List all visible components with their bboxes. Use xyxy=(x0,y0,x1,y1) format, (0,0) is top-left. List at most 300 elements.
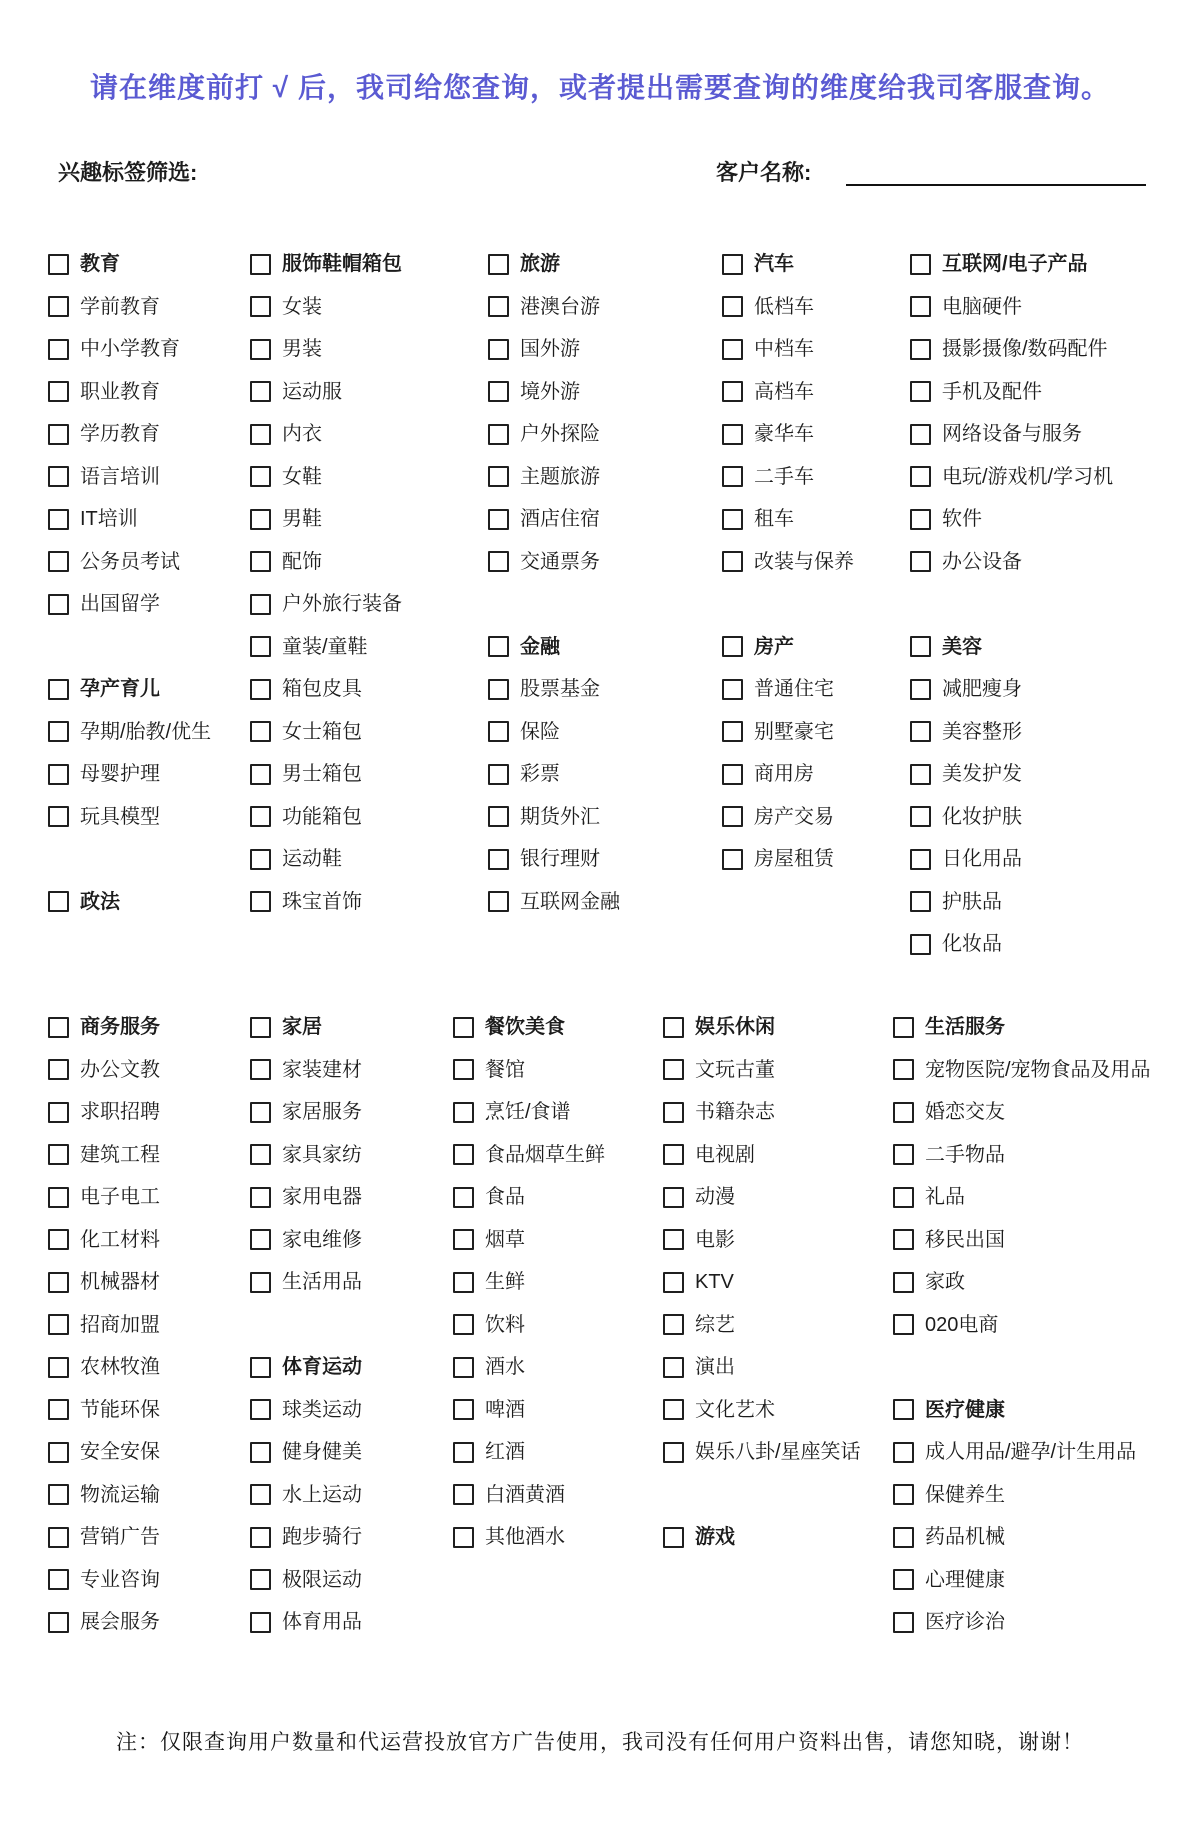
checkbox[interactable] xyxy=(453,1527,474,1548)
checkbox[interactable] xyxy=(488,296,509,317)
interest-option xyxy=(893,1226,1005,1254)
option-label: 医疗健康 xyxy=(925,1398,1005,1421)
checkbox[interactable] xyxy=(663,1272,684,1293)
option-label: 运动鞋 xyxy=(282,848,342,870)
category-option xyxy=(48,675,160,703)
checkbox[interactable] xyxy=(48,466,69,487)
checkbox[interactable] xyxy=(48,1017,69,1038)
checkbox[interactable] xyxy=(893,1399,914,1420)
checkbox[interactable] xyxy=(910,466,931,487)
option-label: 办公文教 xyxy=(80,1058,160,1081)
interest-option xyxy=(48,1438,160,1466)
option-label: 豪华车 xyxy=(754,423,814,445)
checkbox[interactable] xyxy=(250,1357,271,1378)
category-option xyxy=(48,1013,160,1041)
option-label: 玩具模型 xyxy=(80,805,160,828)
checkbox[interactable] xyxy=(488,466,509,487)
checkbox[interactable] xyxy=(488,849,509,870)
interest-option xyxy=(250,1141,362,1169)
option-label: 二手车 xyxy=(754,465,814,488)
category-option xyxy=(893,1013,1005,1041)
checkbox[interactable] xyxy=(663,1314,684,1335)
interest-option xyxy=(663,1183,735,1211)
interest-option xyxy=(488,293,600,321)
interest-option xyxy=(250,463,322,491)
option-label: 综艺 xyxy=(695,1313,735,1336)
option-label: 期货外汇 xyxy=(520,805,600,828)
checkbox[interactable] xyxy=(48,1442,69,1463)
checkbox[interactable] xyxy=(722,381,743,402)
option-label: 交通票务 xyxy=(520,550,600,573)
checkbox[interactable] xyxy=(250,849,271,870)
option-label: 互联网/电子产品 xyxy=(942,253,1088,275)
interest-option xyxy=(250,1608,362,1636)
interest-option xyxy=(453,1523,565,1551)
checkbox[interactable] xyxy=(663,1144,684,1165)
checkbox[interactable] xyxy=(663,1399,684,1420)
interest-option xyxy=(250,1098,362,1126)
interest-option xyxy=(453,1396,525,1424)
option-label: 旅游 xyxy=(520,253,560,275)
option-label: 房屋租赁 xyxy=(754,848,834,870)
option-label: 公务员考试 xyxy=(80,550,180,573)
option-label: 餐馆 xyxy=(485,1058,525,1081)
checkbox[interactable] xyxy=(893,1569,914,1590)
checkbox[interactable] xyxy=(910,721,931,742)
option-label: 美容整形 xyxy=(942,720,1022,743)
checkbox[interactable] xyxy=(910,806,931,827)
option-label: 服饰鞋帽箱包 xyxy=(282,253,402,275)
checkbox[interactable] xyxy=(893,1484,914,1505)
interest-option xyxy=(48,1353,160,1381)
interest-option xyxy=(663,1311,735,1339)
checkbox[interactable] xyxy=(910,551,931,572)
option-label: 啤酒 xyxy=(485,1398,525,1421)
checkbox[interactable] xyxy=(453,1144,474,1165)
option-label: 安全安保 xyxy=(80,1441,160,1463)
checkbox[interactable] xyxy=(48,381,69,402)
checkbox[interactable] xyxy=(663,1059,684,1080)
checkbox[interactable] xyxy=(250,1484,271,1505)
option-label: 宠物医院/宠物食品及用品 xyxy=(925,1058,1151,1081)
checkbox[interactable] xyxy=(250,679,271,700)
checkbox[interactable] xyxy=(453,1399,474,1420)
checkbox[interactable] xyxy=(48,1059,69,1080)
option-label: 女士箱包 xyxy=(282,720,362,743)
checkbox[interactable] xyxy=(453,1314,474,1335)
checkbox[interactable] xyxy=(250,1612,271,1633)
option-label: 水上运动 xyxy=(282,1483,362,1506)
option-label: 别墅豪宅 xyxy=(754,720,834,743)
interest-option xyxy=(893,1141,1005,1169)
category-option xyxy=(48,250,120,278)
option-label: 家装建材 xyxy=(282,1058,362,1081)
interest-option xyxy=(910,888,1002,916)
option-label: 金融 xyxy=(520,635,560,658)
checkbox[interactable] xyxy=(488,509,509,530)
option-label: 学前教育 xyxy=(80,295,160,318)
checkbox[interactable] xyxy=(250,1569,271,1590)
interest-option xyxy=(910,803,1022,831)
option-label: 球类运动 xyxy=(282,1398,362,1421)
checkbox[interactable] xyxy=(250,1017,271,1038)
checkbox[interactable] xyxy=(250,1187,271,1208)
interest-option xyxy=(48,378,160,406)
category-option xyxy=(250,250,402,278)
option-label: 成人用品/避孕/计生用品 xyxy=(925,1441,1137,1463)
option-label: 改装与保养 xyxy=(754,550,854,573)
option-label: 中档车 xyxy=(754,338,814,360)
checkbox[interactable] xyxy=(910,636,931,657)
option-label: 跑步骑行 xyxy=(282,1526,362,1548)
option-label: 境外游 xyxy=(520,380,580,403)
checkbox[interactable] xyxy=(722,466,743,487)
option-label: 电影 xyxy=(695,1228,735,1251)
checkbox[interactable] xyxy=(910,849,931,870)
option-label: 美容 xyxy=(942,635,982,658)
option-label: 减肥瘦身 xyxy=(942,678,1022,700)
checkbox[interactable] xyxy=(48,1314,69,1335)
category-option xyxy=(722,633,794,661)
option-label: 配饰 xyxy=(282,550,322,573)
checkbox[interactable] xyxy=(48,1612,69,1633)
interest-option xyxy=(453,1056,525,1084)
interest-option xyxy=(250,1566,362,1594)
checkbox[interactable] xyxy=(48,339,69,360)
option-label: 家具家纺 xyxy=(282,1143,362,1166)
checkbox[interactable] xyxy=(910,381,931,402)
checkbox[interactable] xyxy=(250,509,271,530)
checkbox[interactable] xyxy=(722,254,743,275)
option-label: 节能环保 xyxy=(80,1398,160,1421)
option-label: 珠宝首饰 xyxy=(282,890,362,913)
interest-option xyxy=(893,1608,1005,1636)
interest-option xyxy=(488,335,580,363)
checkbox[interactable] xyxy=(48,764,69,785)
checkbox[interactable] xyxy=(722,721,743,742)
checkbox[interactable] xyxy=(250,339,271,360)
option-label: 男鞋 xyxy=(282,508,322,530)
category-option xyxy=(663,1523,735,1551)
checkbox[interactable] xyxy=(48,594,69,615)
checkbox[interactable] xyxy=(48,509,69,530)
checkbox[interactable] xyxy=(250,296,271,317)
checkbox[interactable] xyxy=(663,1102,684,1123)
option-label: 房产交易 xyxy=(754,805,834,828)
option-label: 展会服务 xyxy=(80,1611,160,1633)
checkbox[interactable] xyxy=(663,1527,684,1548)
option-label: 食品 xyxy=(485,1186,525,1208)
checkbox[interactable] xyxy=(48,806,69,827)
interest-option xyxy=(910,675,1022,703)
interest-option xyxy=(453,1268,525,1296)
checkbox[interactable] xyxy=(663,1017,684,1038)
checkbox[interactable] xyxy=(910,339,931,360)
interest-option xyxy=(250,845,342,873)
checkbox[interactable] xyxy=(722,424,743,445)
checkbox[interactable] xyxy=(910,424,931,445)
interest-option xyxy=(250,590,402,618)
checkbox[interactable] xyxy=(250,1229,271,1250)
option-label: 办公设备 xyxy=(942,550,1022,573)
checkbox[interactable] xyxy=(893,1059,914,1080)
interest-option xyxy=(910,378,1042,406)
option-label: 生活用品 xyxy=(282,1271,362,1293)
checkbox[interactable] xyxy=(453,1272,474,1293)
checkbox[interactable] xyxy=(722,551,743,572)
checkbox[interactable] xyxy=(488,424,509,445)
checkbox[interactable] xyxy=(250,1144,271,1165)
option-label: 招商加盟 xyxy=(80,1313,160,1336)
option-label: 互联网金融 xyxy=(520,890,620,913)
interest-option xyxy=(722,420,814,448)
checkbox[interactable] xyxy=(910,891,931,912)
checkbox[interactable] xyxy=(250,764,271,785)
option-label: 健身健美 xyxy=(282,1441,362,1463)
checkbox[interactable] xyxy=(488,636,509,657)
option-label: 箱包皮具 xyxy=(282,678,362,700)
checkbox[interactable] xyxy=(48,1527,69,1548)
option-label: 机械器材 xyxy=(80,1271,160,1293)
checkbox[interactable] xyxy=(893,1229,914,1250)
interest-option xyxy=(48,293,160,321)
checkbox[interactable] xyxy=(722,806,743,827)
checkbox[interactable] xyxy=(893,1272,914,1293)
checkbox[interactable] xyxy=(893,1017,914,1038)
interest-option xyxy=(250,1226,362,1254)
interest-option xyxy=(488,888,620,916)
checkbox[interactable] xyxy=(910,764,931,785)
interest-option xyxy=(488,675,600,703)
option-label: 家居服务 xyxy=(282,1101,362,1123)
option-label: 功能箱包 xyxy=(282,805,362,828)
option-label: 港澳台游 xyxy=(520,295,600,318)
option-label: 护肤品 xyxy=(942,890,1002,913)
interest-option xyxy=(453,1098,571,1126)
checkbox[interactable] xyxy=(663,1442,684,1463)
checkbox[interactable] xyxy=(910,509,931,530)
checkbox[interactable] xyxy=(488,381,509,402)
checkbox[interactable] xyxy=(453,1017,474,1038)
checkbox[interactable] xyxy=(453,1357,474,1378)
option-label: 药品机械 xyxy=(925,1526,1005,1548)
checkbox[interactable] xyxy=(48,1102,69,1123)
checkbox[interactable] xyxy=(722,296,743,317)
checkbox[interactable] xyxy=(48,1272,69,1293)
option-label: 电玩/游戏机/学习机 xyxy=(942,465,1114,488)
checkbox[interactable] xyxy=(893,1187,914,1208)
checkbox[interactable] xyxy=(663,1187,684,1208)
checkbox[interactable] xyxy=(48,1144,69,1165)
interest-option xyxy=(910,505,982,533)
checkbox[interactable] xyxy=(488,721,509,742)
checkbox[interactable] xyxy=(48,891,69,912)
interest-option xyxy=(722,505,794,533)
interest-option xyxy=(453,1183,525,1211)
interest-option xyxy=(663,1438,861,1466)
checkbox[interactable] xyxy=(453,1102,474,1123)
checkbox[interactable] xyxy=(250,1527,271,1548)
option-label: 移民出国 xyxy=(925,1228,1005,1251)
interest-option xyxy=(48,1608,160,1636)
interest-option xyxy=(722,845,834,873)
category-option xyxy=(893,1396,1005,1424)
checkbox[interactable] xyxy=(250,891,271,912)
interest-option xyxy=(453,1226,525,1254)
option-label: 内衣 xyxy=(282,423,322,445)
interest-option xyxy=(250,633,368,661)
interest-option xyxy=(722,718,834,746)
interest-option xyxy=(250,1183,362,1211)
checkbox[interactable] xyxy=(663,1357,684,1378)
option-label: 职业教育 xyxy=(80,380,160,403)
option-label: 电脑硬件 xyxy=(942,295,1022,318)
interest-option xyxy=(488,548,600,576)
interest-option xyxy=(250,1396,362,1424)
checkbox[interactable] xyxy=(48,1569,69,1590)
option-label: 男士箱包 xyxy=(282,763,362,785)
checkbox[interactable] xyxy=(250,806,271,827)
checkbox[interactable] xyxy=(893,1527,914,1548)
category-option xyxy=(910,633,982,661)
checkbox[interactable] xyxy=(722,636,743,657)
checkbox[interactable] xyxy=(488,891,509,912)
checkbox[interactable] xyxy=(453,1187,474,1208)
interest-option xyxy=(48,1268,160,1296)
interest-option xyxy=(48,1226,160,1254)
checkbox[interactable] xyxy=(722,509,743,530)
checkbox[interactable] xyxy=(250,551,271,572)
interest-option xyxy=(663,1396,775,1424)
checkbox[interactable] xyxy=(48,254,69,275)
checkbox[interactable] xyxy=(722,764,743,785)
checkbox[interactable] xyxy=(250,594,271,615)
option-label: 美发护发 xyxy=(942,763,1022,785)
checkbox[interactable] xyxy=(722,679,743,700)
option-label: 化妆品 xyxy=(942,933,1002,955)
interest-option xyxy=(250,335,322,363)
checkbox[interactable] xyxy=(488,679,509,700)
interest-option xyxy=(48,463,160,491)
option-label: 烟草 xyxy=(485,1228,525,1251)
checkbox[interactable] xyxy=(488,339,509,360)
checkbox[interactable] xyxy=(250,636,271,657)
option-label: 化妆护肤 xyxy=(942,805,1022,828)
interest-option xyxy=(910,293,1022,321)
checkbox[interactable] xyxy=(48,721,69,742)
checkbox[interactable] xyxy=(48,1187,69,1208)
interest-option xyxy=(663,1226,735,1254)
interest-option xyxy=(48,1311,160,1339)
option-label: 家电维修 xyxy=(282,1228,362,1251)
customer-name-line[interactable] xyxy=(846,160,1146,186)
checkbox[interactable] xyxy=(893,1102,914,1123)
option-label: 体育运动 xyxy=(282,1356,362,1378)
option-label: 商用房 xyxy=(754,763,814,785)
checkbox[interactable] xyxy=(250,1399,271,1420)
checkbox[interactable] xyxy=(48,1484,69,1505)
checkbox[interactable] xyxy=(250,721,271,742)
checkbox[interactable] xyxy=(893,1612,914,1633)
interest-option xyxy=(910,463,1113,491)
checkbox[interactable] xyxy=(722,339,743,360)
option-label: 户外探险 xyxy=(520,423,600,445)
checkbox[interactable] xyxy=(250,1102,271,1123)
checkbox[interactable] xyxy=(663,1229,684,1250)
checkbox[interactable] xyxy=(453,1442,474,1463)
checkbox[interactable] xyxy=(453,1229,474,1250)
checkbox[interactable] xyxy=(893,1144,914,1165)
interest-option xyxy=(453,1438,525,1466)
checkbox[interactable] xyxy=(48,1399,69,1420)
interest-option xyxy=(893,1566,1005,1594)
option-label: 主题旅游 xyxy=(520,465,600,488)
checkbox[interactable] xyxy=(48,551,69,572)
option-label: 语言培训 xyxy=(80,465,160,488)
customer-name-label: 客户名称: xyxy=(716,160,812,185)
checkbox[interactable] xyxy=(48,424,69,445)
checkbox[interactable] xyxy=(893,1314,914,1335)
interest-option xyxy=(48,760,160,788)
checkbox[interactable] xyxy=(250,1059,271,1080)
checkbox[interactable] xyxy=(910,679,931,700)
option-label: 普通住宅 xyxy=(754,678,834,700)
option-label: 烹饪/食谱 xyxy=(485,1101,571,1123)
interest-option xyxy=(722,463,814,491)
checkbox[interactable] xyxy=(250,1272,271,1293)
checkbox[interactable] xyxy=(453,1484,474,1505)
category-option xyxy=(48,888,120,916)
checkbox[interactable] xyxy=(48,296,69,317)
checkbox[interactable] xyxy=(250,1442,271,1463)
option-label: 电子电工 xyxy=(80,1186,160,1208)
option-label: 男装 xyxy=(282,338,322,360)
option-label: 租车 xyxy=(754,508,794,530)
checkbox[interactable] xyxy=(453,1059,474,1080)
checkbox[interactable] xyxy=(893,1442,914,1463)
checkbox[interactable] xyxy=(250,466,271,487)
option-label: 020电商 xyxy=(925,1313,999,1336)
checkbox[interactable] xyxy=(488,764,509,785)
category-option xyxy=(663,1013,775,1041)
checkbox[interactable] xyxy=(910,296,931,317)
checkbox[interactable] xyxy=(722,849,743,870)
category-option xyxy=(488,250,560,278)
checkbox[interactable] xyxy=(48,1357,69,1378)
option-label: 求职招聘 xyxy=(80,1101,160,1123)
checkbox[interactable] xyxy=(488,254,509,275)
checkbox[interactable] xyxy=(48,679,69,700)
interest-option xyxy=(910,718,1022,746)
interest-option xyxy=(663,1098,775,1126)
filter-section-label: 兴趣标签筛选: xyxy=(58,160,198,185)
checkbox[interactable] xyxy=(488,551,509,572)
checkbox[interactable] xyxy=(250,381,271,402)
checkbox[interactable] xyxy=(48,1229,69,1250)
interest-option xyxy=(893,1438,1136,1466)
option-label: 童装/童鞋 xyxy=(282,635,368,658)
interest-option xyxy=(250,675,362,703)
checkbox[interactable] xyxy=(488,806,509,827)
checkbox[interactable] xyxy=(910,254,931,275)
interest-option xyxy=(722,760,814,788)
checkbox[interactable] xyxy=(910,934,931,955)
interest-option xyxy=(488,803,600,831)
checkbox[interactable] xyxy=(250,424,271,445)
option-label: 手机及配件 xyxy=(942,380,1042,403)
checkbox[interactable] xyxy=(250,254,271,275)
category-option xyxy=(488,633,560,661)
